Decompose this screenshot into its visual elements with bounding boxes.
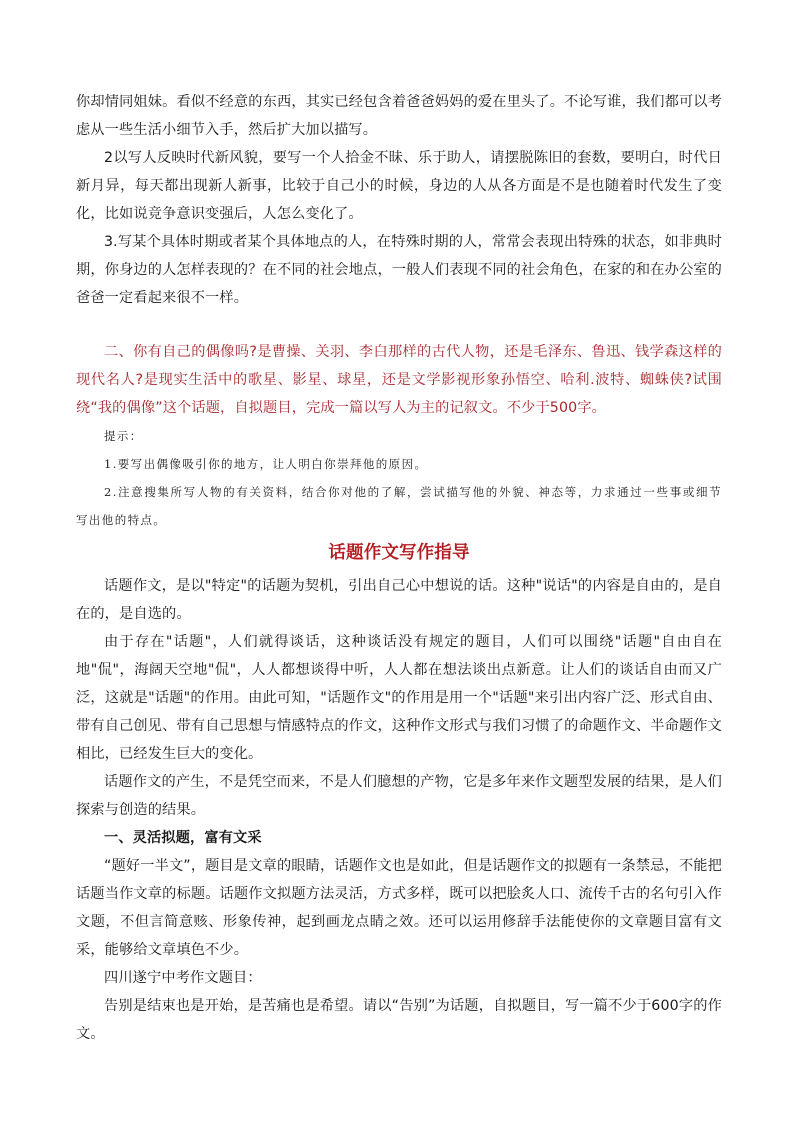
paragraph: 话题作文的产生，不是凭空而来，不是人们臆想的产物，它是多年来作文题型发展的结果，是人们探索与创造的结果。 (76, 774, 722, 818)
paragraph: 告别是结束也是开始，是苦痛也是希望。请以“告别”为话题，自拟题目，写一篇不少于600字的作文。 (76, 998, 722, 1042)
paragraph: 话题作文，是以"特定"的话题为契机，引出自己心中想说的话。这种"说话"的内容是自由的，是自在的，是自选的。 (76, 578, 722, 622)
paragraph: 3.写某个具体时期或者某个具体地点的人，在特殊时期的人，常常会表现出特殊的状态，如非典时期，你身边的人怎样表现的？在不同的社会地点，一般人们表现不同的社会角色，在家的和在办公室的爸爸一定看起来很不一样。 (76, 234, 722, 306)
paragraph: 由于存在"话题"，人们就得谈话，这种谈话没有规定的题目，人们可以围绕"话题"自由自在地"侃"，海阔天空地"侃"，人人都想谈得中听，人人都在想法谈出点新意。让人们的谈话自由而又广泛，这就是"话题"的作用。由此可知，"话题作文"的作用是用一个"话题"来引出内容广泛、形式自由、带有自己创见、带有自己思想与情感特点的作文，这种作文形式与我们习惯了的命题作文、半命题作文相比，已经发生巨大的变化。 (76, 634, 722, 762)
hint-item: 2.注意搜集所写人物的有关资料，结合你对他的了解，尝试描写他的外貌、神态等，力求通过一些事或细节写出他的特点。 (76, 485, 722, 527)
document-page (76, 88, 722, 1048)
paragraph: 四川遂宁中考作文题目： (104, 970, 262, 986)
hint-label: 提示： (104, 429, 143, 443)
paragraph: “题好一半文”，题目是文章的眼睛，话题作文也是如此，但是话题作文的拟题有一条禁忌，不能把话题当作文章的标题。话题作文拟题方法灵活，方式多样，既可以把脍炙人口、流传千古的名句引入作文题，不但言简意赅、形象传神，起到画龙点睛之效。还可以运用修辞手法能使你的文章题目富有文采，能够给文章填色不少。 (76, 858, 722, 958)
subheading: 一、灵活拟题，富有文采 (104, 830, 262, 846)
writing-task-two: 二、你有自己的偶像吗?是曹操、关羽、李白那样的古代人物，还是毛泽东、鲁迅、钱学森这样的现代名人?是现实生活中的歌星、影星、球星，还是文学影视形象孙悟空、哈利.波特、蜘蛛侠?试围绕“我的偶像”这个话题，自拟题目，完成一篇以写人为主的记叙文。不少于500字。 (76, 344, 722, 416)
paragraph: 2以写人反映时代新风貌，要写一个人拾金不昧、乐于助人，请摆脱陈旧的套数，要明白，时代日新月异，每天都出现新人新事，比较于自己小的时候，身边的人从各方面是不是也随着时代发生了变化，比如说竞争意识变强后，人怎么变化了。 (76, 150, 722, 222)
paragraph: 你却情同姐妹。看似不经意的东西，其实已经包含着爸爸妈妈的爱在里头了。不论写谁，我们都可以考虑从一些生活小细节入手，然后扩大加以描写。 (76, 94, 722, 138)
hint-item: 1.要写出偶像吸引你的地方，让人明白你崇拜他的原因。 (104, 457, 428, 471)
section-heading: 话题作文写作指导 (328, 543, 470, 563)
spacer (76, 312, 722, 338)
